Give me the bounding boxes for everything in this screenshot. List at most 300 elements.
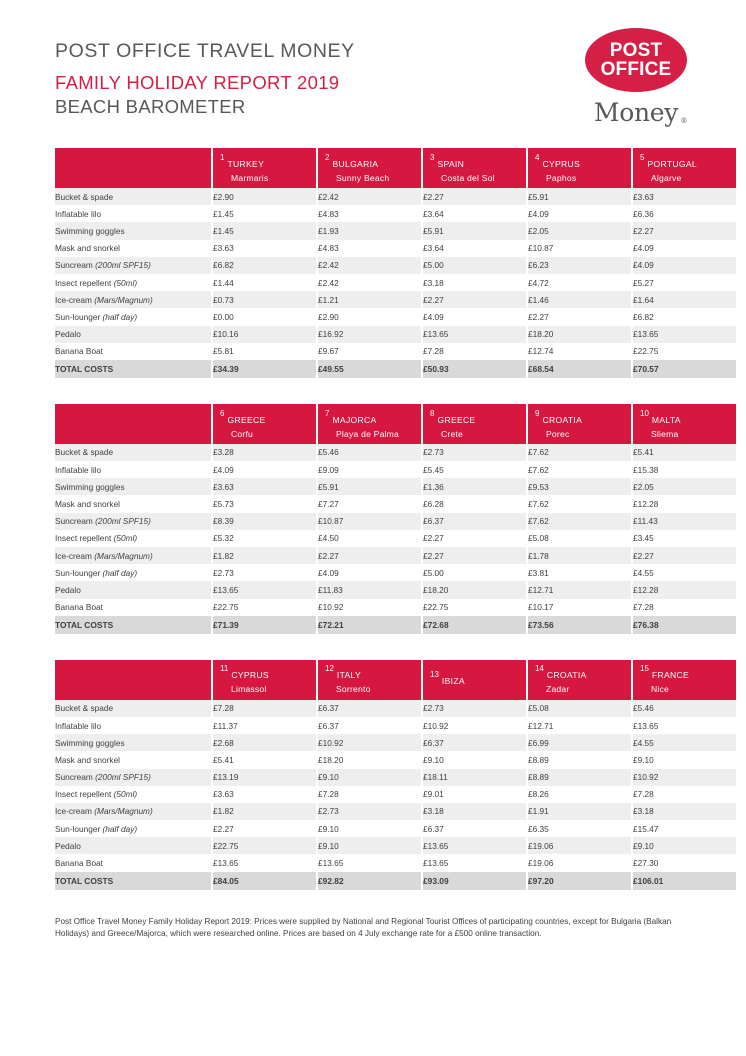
destination-header: [527, 404, 632, 444]
total-value-cell: £93.09: [422, 872, 527, 890]
item-label-cell: [55, 803, 212, 820]
item-label-cell: [55, 326, 212, 343]
destination-city: Zadar: [546, 684, 570, 695]
item-label-cell: [55, 257, 212, 274]
item-label: Inflatable lilo: [55, 720, 102, 731]
price-cell: £4.72: [527, 274, 632, 291]
price-cell: £3.64: [422, 240, 527, 257]
destination-header: [527, 148, 632, 188]
total-value-cell: £106.01: [632, 872, 736, 890]
price-cell: £18.20: [422, 581, 527, 598]
price-cell: £3.18: [422, 803, 527, 820]
price-cell: £19.06: [527, 854, 632, 871]
price-cell: £6.99: [527, 734, 632, 751]
page-title: POST OFFICE TRAVEL MONEY: [55, 40, 355, 62]
item-label-cell: [55, 769, 212, 786]
price-cell: £2.42: [317, 274, 422, 291]
destination-header: [317, 148, 422, 188]
price-cell: £1.93: [317, 222, 422, 239]
item-label-note: (50ml): [113, 789, 138, 800]
destination-rank: 7: [325, 408, 330, 418]
logo-money-word: Money: [593, 98, 679, 127]
table-header-row: [55, 660, 736, 700]
destination-country: CYPRUS: [231, 670, 269, 681]
price-cell: £4.09: [527, 205, 632, 222]
item-label-cell: [55, 205, 212, 222]
total-value-cell: £34.39: [212, 360, 317, 378]
price-cell: £1.44: [212, 274, 317, 291]
price-cell: £1.36: [422, 478, 527, 495]
price-cell: £4.09: [317, 564, 422, 581]
price-cell: £7.28: [212, 700, 317, 717]
table-row: [55, 564, 736, 581]
price-cell: £3.63: [212, 786, 317, 803]
item-label-cell: [55, 274, 212, 291]
price-cell: £1.78: [527, 547, 632, 564]
item-label-cell: [55, 854, 212, 871]
report-subtitle: BEACH BAROMETER: [55, 96, 246, 117]
destination-country: FRANCE: [651, 670, 690, 681]
beach-barometer-tables: [55, 148, 697, 890]
price-cell: £1.82: [212, 803, 317, 820]
destination-city: Sliema: [651, 428, 679, 439]
price-cell: £4.83: [317, 205, 422, 222]
price-cell: £2.27: [632, 222, 736, 239]
item-label: Inflatable lilo: [55, 208, 102, 219]
price-cell: £9.10: [317, 837, 422, 854]
price-cell: £9.10: [317, 820, 422, 837]
item-label: Insect repellent: [55, 789, 114, 800]
price-cell: £12.74: [527, 343, 632, 360]
price-cell: £3.45: [632, 530, 736, 547]
price-cell: £2.27: [422, 547, 527, 564]
table-row: [55, 274, 736, 291]
price-cell: £16.92: [317, 326, 422, 343]
item-label-cell: [55, 820, 212, 837]
post-office-money-logo: [581, 28, 691, 127]
item-label: TOTAL COSTS: [55, 875, 114, 886]
total-value-cell: £50.93: [422, 360, 527, 378]
table-header-row: [55, 148, 736, 188]
item-label-note: (half day): [102, 823, 138, 834]
table-corner-cell: [55, 148, 212, 188]
price-cell: £13.65: [317, 854, 422, 871]
total-value-cell: £92.82: [317, 872, 422, 890]
price-cell: £1.64: [632, 291, 736, 308]
price-cell: £5.46: [317, 444, 422, 461]
table-row: [55, 769, 736, 786]
destination-country: GREECE: [437, 414, 476, 425]
price-cell: £7.62: [527, 444, 632, 461]
item-label: TOTAL COSTS: [55, 363, 114, 374]
price-cell: £11.83: [317, 581, 422, 598]
destination-rank: 1: [220, 152, 225, 162]
price-cell: £13.19: [212, 769, 317, 786]
price-cell: £10.87: [527, 240, 632, 257]
destination-rank: 6: [220, 408, 225, 418]
price-cell: £6.82: [212, 257, 317, 274]
price-cell: £8.26: [527, 786, 632, 803]
price-cell: £1.46: [527, 291, 632, 308]
price-cell: £19.06: [527, 837, 632, 854]
price-cell: £9.09: [317, 461, 422, 478]
price-cell: £6.37: [317, 700, 422, 717]
price-cell: £7.28: [632, 786, 736, 803]
price-cell: £6.23: [527, 257, 632, 274]
barometer-table: [55, 660, 736, 890]
destination-rank: 15: [640, 664, 649, 674]
item-label-cell: [55, 461, 212, 478]
price-cell: £0.00: [212, 308, 317, 325]
destination-rank: 5: [640, 152, 645, 162]
destination-header: [212, 404, 317, 444]
price-cell: £7.28: [422, 343, 527, 360]
item-label-note: (200ml SPF15): [95, 516, 151, 527]
destination-rank: 11: [220, 664, 229, 674]
post-office-logo-oval: [585, 28, 687, 92]
item-label: Mask and snorkel: [55, 754, 121, 765]
price-cell: £4.83: [317, 240, 422, 257]
table-row: [55, 751, 736, 768]
price-cell: £4.09: [632, 257, 736, 274]
price-cell: £3.18: [422, 274, 527, 291]
price-cell: £27.30: [632, 854, 736, 871]
price-cell: £1.45: [212, 205, 317, 222]
price-cell: £5.41: [632, 444, 736, 461]
table-row: [55, 461, 736, 478]
price-cell: £9.10: [317, 769, 422, 786]
price-cell: £10.17: [527, 599, 632, 616]
destination-rank: 3: [430, 152, 435, 162]
price-cell: £2.27: [632, 547, 736, 564]
item-label: Mask and snorkel: [55, 243, 121, 254]
item-label: Suncream: [55, 772, 96, 783]
item-label: Banana Boat: [55, 346, 103, 357]
price-cell: £15.47: [632, 820, 736, 837]
price-cell: £10.87: [317, 513, 422, 530]
total-row: [55, 616, 736, 634]
item-label: Pedalo: [55, 329, 81, 340]
price-cell: £12.71: [527, 717, 632, 734]
destination-city: Costa del Sol: [441, 172, 495, 183]
price-cell: £13.65: [422, 326, 527, 343]
table-header-row: [55, 404, 736, 444]
price-cell: £3.63: [212, 478, 317, 495]
barometer-table: [55, 148, 736, 378]
item-label-cell: [55, 547, 212, 564]
price-cell: £22.75: [632, 343, 736, 360]
item-label-note: (200ml SPF15): [95, 772, 151, 783]
price-cell: £2.90: [212, 188, 317, 205]
item-label-note: (Mars/Magnum): [94, 806, 153, 817]
price-cell: £9.10: [632, 751, 736, 768]
item-label-cell: [55, 291, 212, 308]
item-label-cell: [55, 530, 212, 547]
item-label: Pedalo: [55, 840, 81, 851]
item-label-note: (Mars/Magnum): [94, 550, 153, 561]
price-cell: £2.27: [422, 530, 527, 547]
destination-city: Corfu: [231, 428, 254, 439]
price-cell: £5.27: [632, 274, 736, 291]
price-cell: £9.10: [632, 837, 736, 854]
destination-header: [632, 660, 736, 700]
destination-header: [422, 660, 527, 700]
total-value-cell: £71.39: [212, 616, 317, 634]
item-label: Swimming goggles: [55, 481, 125, 492]
total-value-cell: £49.55: [317, 360, 422, 378]
destination-country: IBIZA: [441, 675, 465, 686]
table-row: [55, 717, 736, 734]
price-cell: £7.62: [527, 513, 632, 530]
total-row: [55, 360, 736, 378]
item-label-note: (half day): [102, 311, 138, 322]
total-value-cell: £84.05: [212, 872, 317, 890]
item-label-cell: [55, 786, 212, 803]
price-cell: £10.92: [422, 717, 527, 734]
price-cell: £12.28: [632, 495, 736, 512]
barometer-table: [55, 404, 736, 634]
price-cell: £6.28: [422, 495, 527, 512]
item-label-note: (50ml): [113, 533, 138, 544]
price-cell: £4.09: [212, 461, 317, 478]
price-cell: £5.08: [527, 700, 632, 717]
logo-text-office: OFFICE: [600, 59, 672, 80]
table-row: [55, 205, 736, 222]
item-label-note: (200ml SPF15): [95, 260, 151, 271]
destination-city: Algarve: [651, 172, 682, 183]
item-label-cell: [55, 222, 212, 239]
table-row: [55, 786, 736, 803]
price-cell: £3.63: [212, 240, 317, 257]
price-cell: £1.21: [317, 291, 422, 308]
destination-city: Crete: [441, 428, 464, 439]
price-cell: £7.28: [317, 786, 422, 803]
table-row: [55, 513, 736, 530]
destination-header: [317, 660, 422, 700]
table-row: [55, 820, 736, 837]
item-label-cell: [55, 751, 212, 768]
table-row: [55, 599, 736, 616]
price-cell: £7.28: [632, 599, 736, 616]
price-cell: £9.10: [422, 751, 527, 768]
destination-rank: 8: [430, 408, 435, 418]
item-label-note: (50ml): [113, 277, 138, 288]
item-label-cell: [55, 837, 212, 854]
item-label: Bucket & spade: [55, 191, 114, 202]
item-label: Suncream: [55, 260, 96, 271]
item-label: Insect repellent: [55, 277, 114, 288]
item-label: Bucket & spade: [55, 447, 114, 458]
item-label: Ice-cream: [55, 294, 95, 305]
price-cell: £2.73: [317, 803, 422, 820]
price-cell: £2.73: [422, 700, 527, 717]
table-row: [55, 837, 736, 854]
item-label-cell: [55, 360, 212, 378]
destination-country: TURKEY: [227, 158, 265, 169]
table-row: [55, 257, 736, 274]
price-cell: £5.46: [632, 700, 736, 717]
table-row: [55, 222, 736, 239]
price-cell: £3.28: [212, 444, 317, 461]
price-cell: £11.43: [632, 513, 736, 530]
total-value-cell: £70.57: [632, 360, 736, 378]
price-cell: £18.20: [317, 751, 422, 768]
destination-country: ITALY: [336, 670, 362, 681]
destination-rank: 12: [325, 664, 334, 674]
price-cell: £22.75: [212, 599, 317, 616]
price-cell: £3.64: [422, 205, 527, 222]
total-value-cell: £68.54: [527, 360, 632, 378]
price-cell: £2.05: [527, 222, 632, 239]
destination-country: BULGARIA: [332, 158, 379, 169]
item-label: Inflatable lilo: [55, 464, 102, 475]
item-label-cell: [55, 513, 212, 530]
destination-country: PORTUGAL: [647, 158, 697, 169]
price-cell: £4.55: [632, 564, 736, 581]
table-row: [55, 495, 736, 512]
price-cell: £6.37: [422, 820, 527, 837]
destination-header: [212, 148, 317, 188]
table-row: [55, 308, 736, 325]
destination-header: [422, 148, 527, 188]
logo-text-money: [593, 98, 688, 127]
table-row: [55, 326, 736, 343]
price-cell: £8.89: [527, 769, 632, 786]
total-value-cell: £97.20: [527, 872, 632, 890]
price-cell: £22.75: [212, 837, 317, 854]
price-cell: £13.65: [422, 854, 527, 871]
destination-country: CROATIA: [546, 670, 587, 681]
table-row: [55, 343, 736, 360]
item-label-cell: [55, 599, 212, 616]
price-cell: £7.62: [527, 461, 632, 478]
price-cell: £10.92: [317, 599, 422, 616]
price-cell: £5.45: [422, 461, 527, 478]
price-cell: £5.91: [317, 478, 422, 495]
price-cell: £1.91: [527, 803, 632, 820]
item-label-cell: [55, 734, 212, 751]
destination-country: SPAIN: [437, 158, 465, 169]
price-cell: £5.91: [422, 222, 527, 239]
table-row: [55, 700, 736, 717]
destination-city: Sorrento: [336, 684, 371, 695]
price-cell: £2.27: [422, 188, 527, 205]
destination-header: [527, 660, 632, 700]
price-cell: £1.45: [212, 222, 317, 239]
destination-rank: 4: [535, 152, 540, 162]
destination-rank: 2: [325, 152, 330, 162]
price-cell: £2.27: [422, 291, 527, 308]
destination-city: Playa de Palma: [336, 428, 399, 439]
report-title: FAMILY HOLIDAY REPORT 2019: [55, 72, 340, 93]
item-label-cell: [55, 495, 212, 512]
item-label-cell: [55, 478, 212, 495]
price-cell: £5.73: [212, 495, 317, 512]
price-cell: £5.91: [527, 188, 632, 205]
destination-city: Paphos: [546, 172, 577, 183]
price-cell: £13.65: [212, 581, 317, 598]
price-cell: £9.01: [422, 786, 527, 803]
item-label: Swimming goggles: [55, 737, 125, 748]
destination-header: [632, 148, 736, 188]
table-row: [55, 803, 736, 820]
price-cell: £5.81: [212, 343, 317, 360]
price-cell: £6.37: [317, 717, 422, 734]
price-cell: £0.73: [212, 291, 317, 308]
item-label-cell: [55, 240, 212, 257]
destination-city: Sunny Beach: [336, 172, 390, 183]
item-label-cell: [55, 444, 212, 461]
price-cell: £9.67: [317, 343, 422, 360]
item-label-note: (half day): [102, 567, 138, 578]
item-label: TOTAL COSTS: [55, 619, 114, 630]
price-cell: £2.27: [527, 308, 632, 325]
table-row: [55, 291, 736, 308]
logo-text-post: POST: [609, 40, 663, 61]
price-cell: £6.35: [527, 820, 632, 837]
document-header: [55, 36, 691, 148]
destination-header: [632, 404, 736, 444]
item-label: Ice-cream: [55, 806, 95, 817]
price-cell: £13.65: [212, 854, 317, 871]
price-cell: £6.37: [422, 513, 527, 530]
price-cell: £10.92: [632, 769, 736, 786]
price-cell: £12.71: [527, 581, 632, 598]
price-cell: £7.62: [527, 495, 632, 512]
table-corner-cell: [55, 660, 212, 700]
destination-header: [422, 404, 527, 444]
destination-rank: 13: [430, 669, 439, 679]
price-cell: £1.82: [212, 547, 317, 564]
item-label: Sun-lounger: [55, 311, 103, 322]
price-cell: £4.09: [632, 240, 736, 257]
price-cell: £10.16: [212, 326, 317, 343]
item-label: Ice-cream: [55, 550, 95, 561]
destination-rank: 9: [535, 408, 540, 418]
price-cell: £13.65: [632, 717, 736, 734]
item-label-cell: [55, 616, 212, 634]
table-row: [55, 240, 736, 257]
price-cell: £7.27: [317, 495, 422, 512]
price-cell: £3.18: [632, 803, 736, 820]
item-label-cell: [55, 581, 212, 598]
price-cell: £5.41: [212, 751, 317, 768]
price-cell: £2.90: [317, 308, 422, 325]
price-cell: £3.81: [527, 564, 632, 581]
price-cell: £2.27: [317, 547, 422, 564]
price-cell: £11.37: [212, 717, 317, 734]
price-cell: £5.00: [422, 257, 527, 274]
price-cell: £3.63: [632, 188, 736, 205]
item-label-cell: [55, 717, 212, 734]
destination-country: CROATIA: [542, 414, 583, 425]
price-cell: £2.42: [317, 257, 422, 274]
price-cell: £22.75: [422, 599, 527, 616]
destination-country: CYPRUS: [542, 158, 581, 169]
price-cell: £18.11: [422, 769, 527, 786]
item-label: Banana Boat: [55, 858, 103, 869]
table-row: [55, 547, 736, 564]
price-cell: £15.38: [632, 461, 736, 478]
price-cell: £18.20: [527, 326, 632, 343]
price-cell: £2.42: [317, 188, 422, 205]
price-cell: £6.82: [632, 308, 736, 325]
item-label: Suncream: [55, 516, 96, 527]
price-cell: £13.65: [422, 837, 527, 854]
price-cell: £5.08: [527, 530, 632, 547]
price-cell: £5.00: [422, 564, 527, 581]
total-value-cell: £73.56: [527, 616, 632, 634]
